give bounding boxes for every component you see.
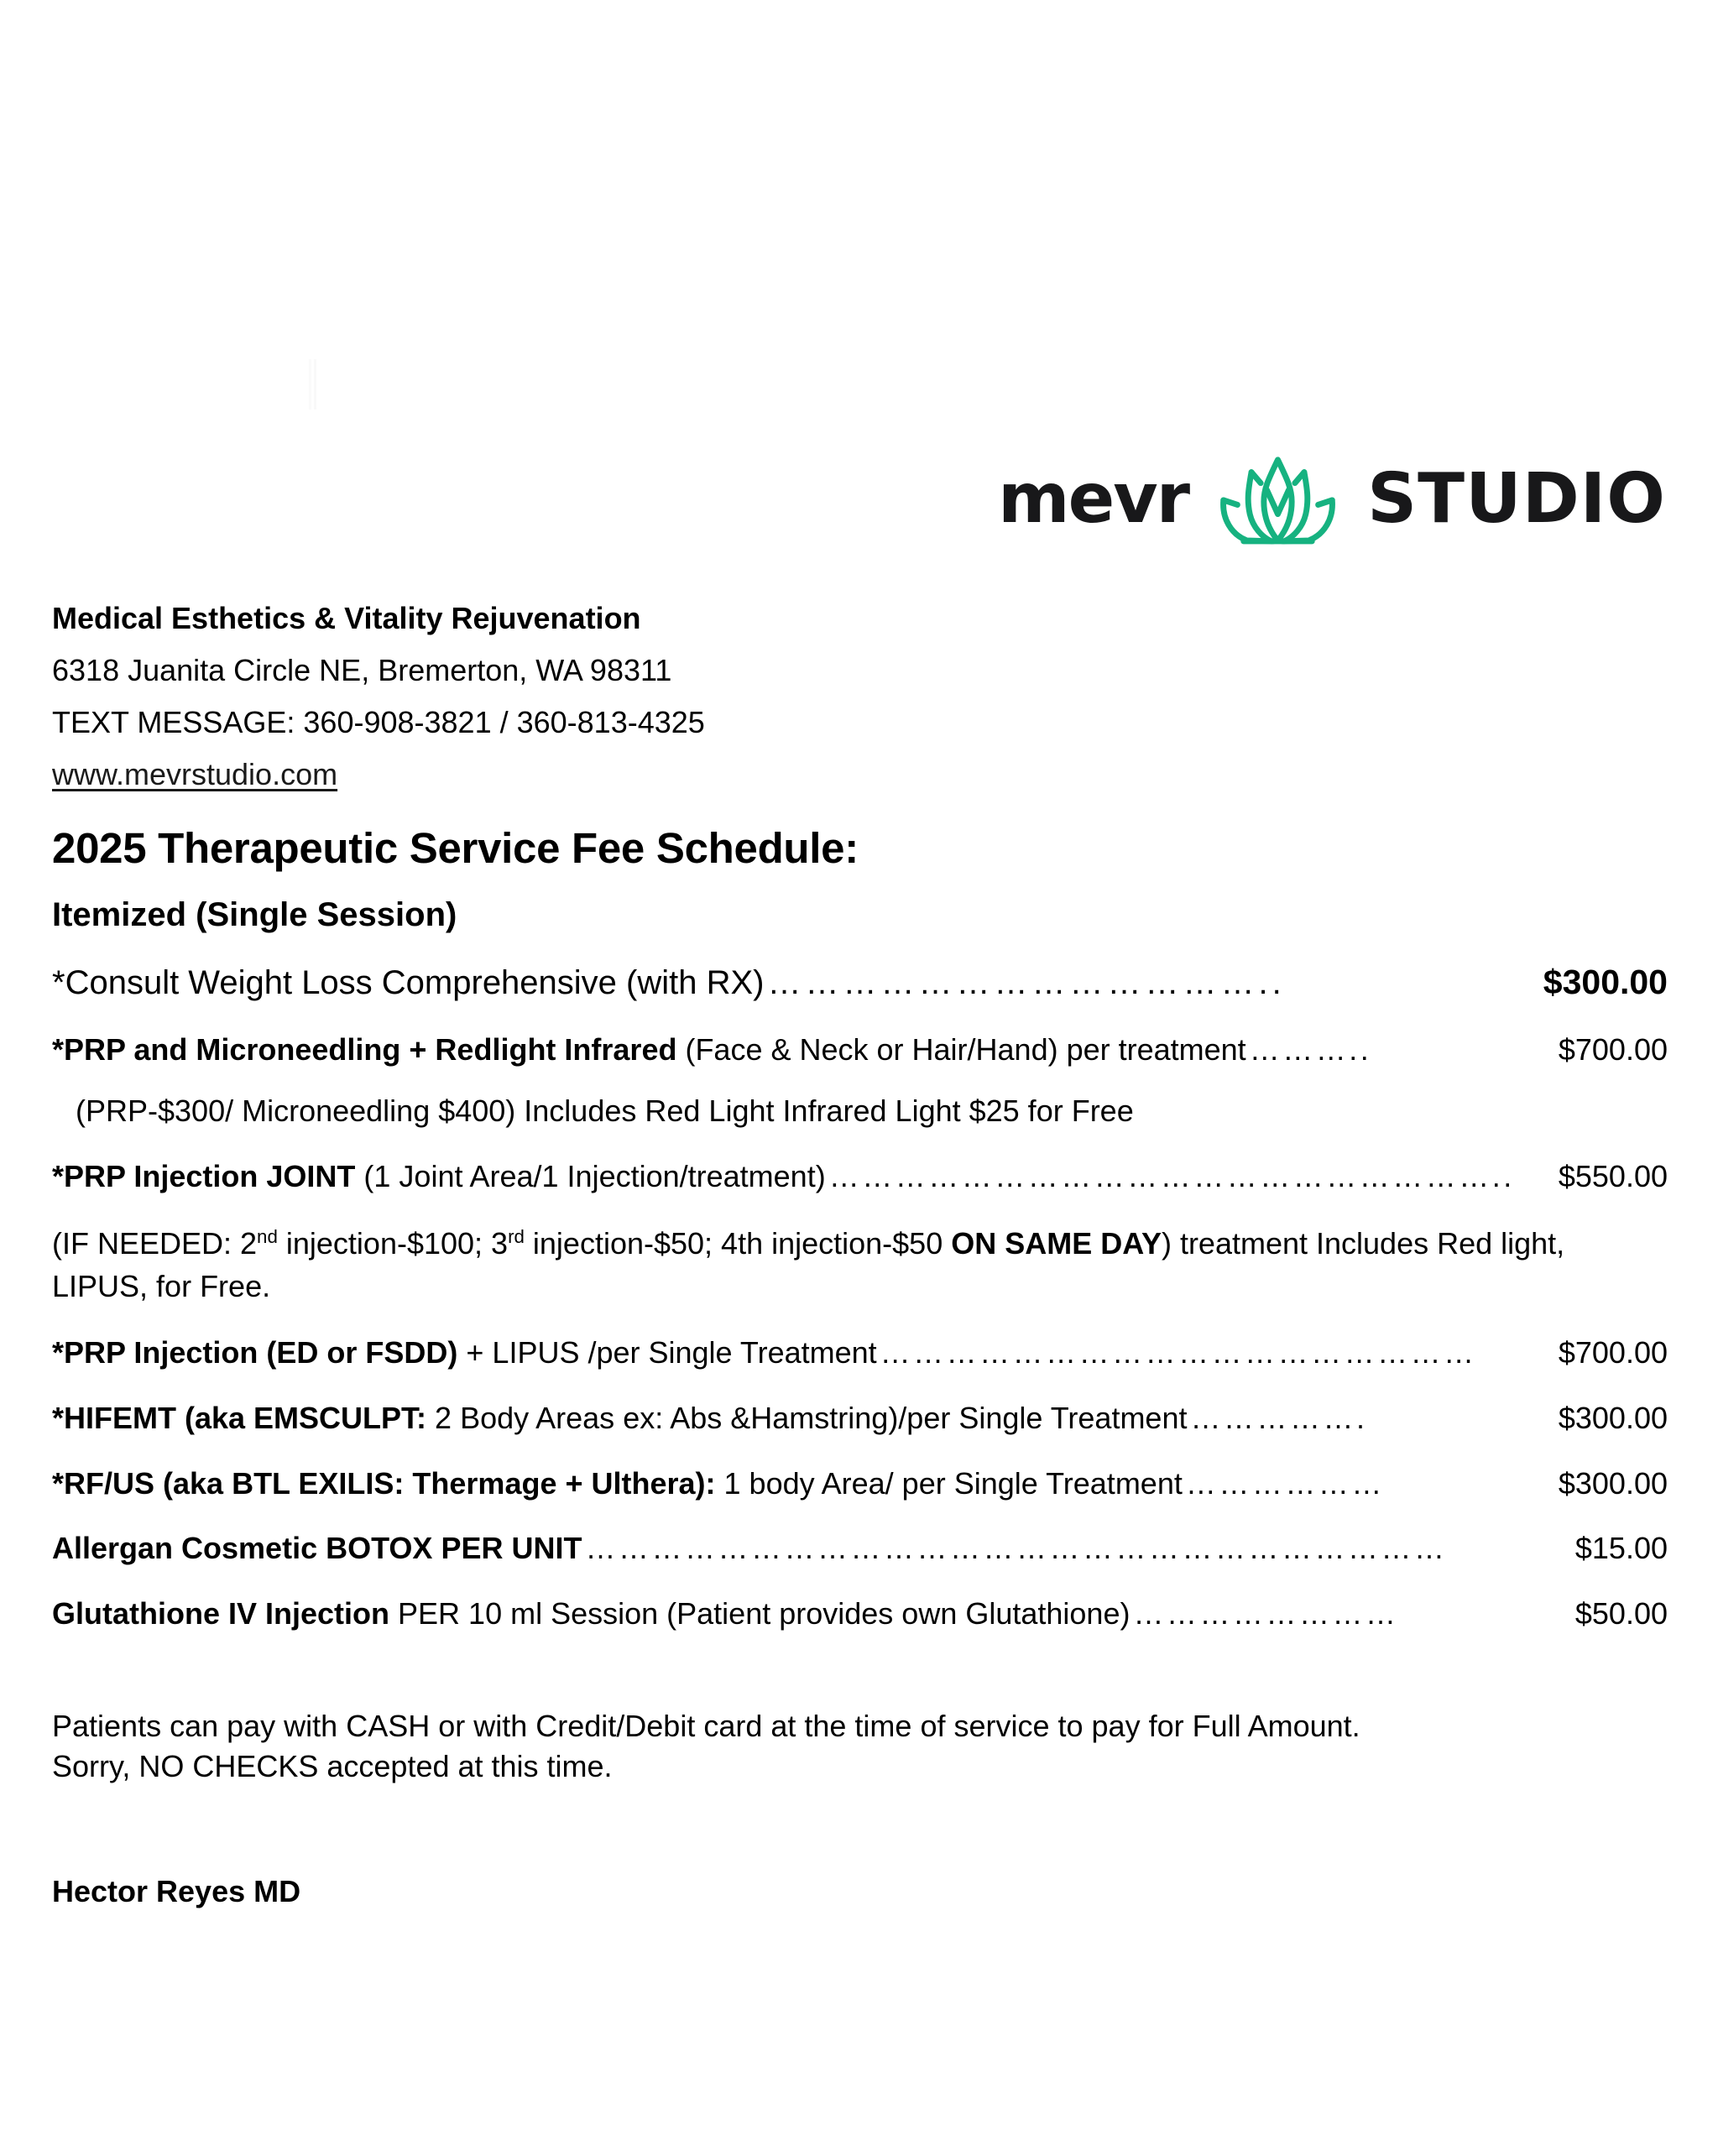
fee-leader-dots: ……………… (1185, 1465, 1385, 1501)
joint-note-emphasis: ON SAME DAY (951, 1225, 1162, 1261)
fee-leader-dots: ……………………………………………… (880, 1335, 1477, 1370)
fee-leader-dots: ……….. (1249, 1032, 1372, 1068)
payment-policy-note (52, 1706, 1668, 1787)
fee-label (52, 1031, 1246, 1070)
fee-leader-dots: …………………………………………………….. (828, 1159, 1515, 1193)
joint-note-sup-rd: rd (508, 1225, 525, 1247)
fee-label-bold: Allergan Cosmetic BOTOX PER UNIT (52, 1531, 582, 1566)
fee-row-prp-injection-ed-fsdd (52, 1334, 1668, 1373)
fee-price: $550.00 (1558, 1159, 1668, 1193)
fee-row-hifemt-emsculpt (52, 1399, 1668, 1438)
lotus-flower-icon (1200, 453, 1355, 546)
fee-label-bold: *PRP Injection (ED or FSDD) (52, 1335, 458, 1370)
fee-label: *Consult Weight Loss Comprehensive (with RX) (52, 964, 765, 1002)
joint-note-part3: injection-$50; 4th injection-$50 (524, 1225, 952, 1261)
fee-label-rest: + LIPUS /per Single Treatment (457, 1335, 877, 1370)
company-website-line (52, 749, 1668, 801)
fee-row-rf-us-btl-exilis (52, 1464, 1668, 1504)
document-body (52, 593, 1668, 1909)
fee-label-rest: 2 Body Areas ex: Abs &Hamstring)/per Single Treatment (426, 1400, 1188, 1435)
fee-row-consult-weight-loss (52, 960, 1668, 1005)
joint-note-part4: ) treatment Includes Red light, LIPUS, for Free. (52, 1225, 1565, 1303)
fee-leader-dots: …………………… (1133, 1596, 1399, 1631)
signature-name: Hector Reyes MD (52, 1874, 301, 1909)
company-address: 6318 Juanita Circle NE, Bremerton, WA 98311 (52, 653, 672, 687)
fee-label (52, 1399, 1187, 1438)
brand-logo (998, 453, 1666, 546)
fee-label (52, 1157, 826, 1197)
fee-price: $700.00 (1558, 1032, 1668, 1068)
fee-price: $700.00 (1558, 1335, 1668, 1370)
fee-price: $300.00 (1543, 963, 1668, 1002)
fee-label-bold: *PRP Injection JOINT (52, 1159, 356, 1193)
page-title: 2025 Therapeutic Service Fee Schedule: (52, 824, 859, 872)
fee-price: $50.00 (1574, 1596, 1668, 1631)
microneedling-breakdown-note: (PRP-$300/ Microneedling $400) Includes Red Light Infrared Light $25 for Free (76, 1094, 1134, 1129)
company-name: Medical Esthetics & Vitality Rejuvenation (52, 601, 641, 635)
fee-label-rest: (Face & Neck or Hair/Hand) per treatment (676, 1032, 1246, 1068)
fee-row-botox-per-unit (52, 1529, 1668, 1569)
joint-injection-note (52, 1222, 1668, 1308)
payment-policy-line-1: Patients can pay with CASH or with Credit/Debit card at the time of service to pay for Full Amount. (52, 1709, 1360, 1743)
company-text-message: TEXT MESSAGE: 360-908-3821 / 360-813-4325 (52, 705, 705, 739)
fee-label (52, 1529, 582, 1569)
joint-note-part2: injection-$100; 3 (277, 1225, 509, 1261)
page-subtitle: Itemized (Single Session) (52, 896, 457, 934)
fee-label-rest: 1 body Area/ per Single Treatment (715, 1465, 1183, 1501)
fee-price: $300.00 (1558, 1400, 1668, 1435)
joint-note-part1: (IF NEEDED: 2 (52, 1225, 258, 1261)
joint-note-sup-nd: nd (257, 1225, 278, 1247)
scan-artifact (309, 359, 319, 410)
payment-policy-line-2: Sorry, NO CHECKS accepted at this time. (52, 1749, 613, 1784)
fee-row-prp-microneedling-redlight (52, 1031, 1668, 1070)
fee-label-bold: *HIFEMT (aka EMSCULPT: (52, 1400, 427, 1435)
website-link[interactable]: www.mevrstudio.com (52, 757, 338, 791)
logo-wordmark-right: STUDIO (1367, 459, 1666, 539)
fee-label (52, 1464, 1183, 1504)
fee-label-rest: PER 10 ml Session (Patient provides own Glutathione) (389, 1596, 1131, 1631)
fee-label (52, 1595, 1130, 1634)
fee-label-bold: Glutathione IV Injection (52, 1596, 390, 1631)
fee-label-bold: *PRP and Microneedling + Redlight Infrared (52, 1032, 677, 1068)
fee-leader-dots: …………………………………………………………………… (585, 1531, 1448, 1566)
logo-wordmark-left: mevr (998, 459, 1189, 539)
fee-row-glutathione-iv (52, 1595, 1668, 1634)
fee-price: $15.00 (1574, 1531, 1668, 1566)
fee-leader-dots: ………………………………….. (767, 964, 1286, 1002)
fee-price: $300.00 (1558, 1465, 1668, 1501)
fee-row-prp-injection-joint (52, 1157, 1668, 1197)
fee-leader-dots: ……………. (1190, 1400, 1368, 1435)
fee-label (52, 1334, 877, 1373)
fee-label-rest: (1 Joint Area/1 Injection/treatment) (355, 1159, 826, 1193)
fee-label-bold: *RF/US (aka BTL EXILIS: Thermage + Ulthera): (52, 1465, 716, 1501)
